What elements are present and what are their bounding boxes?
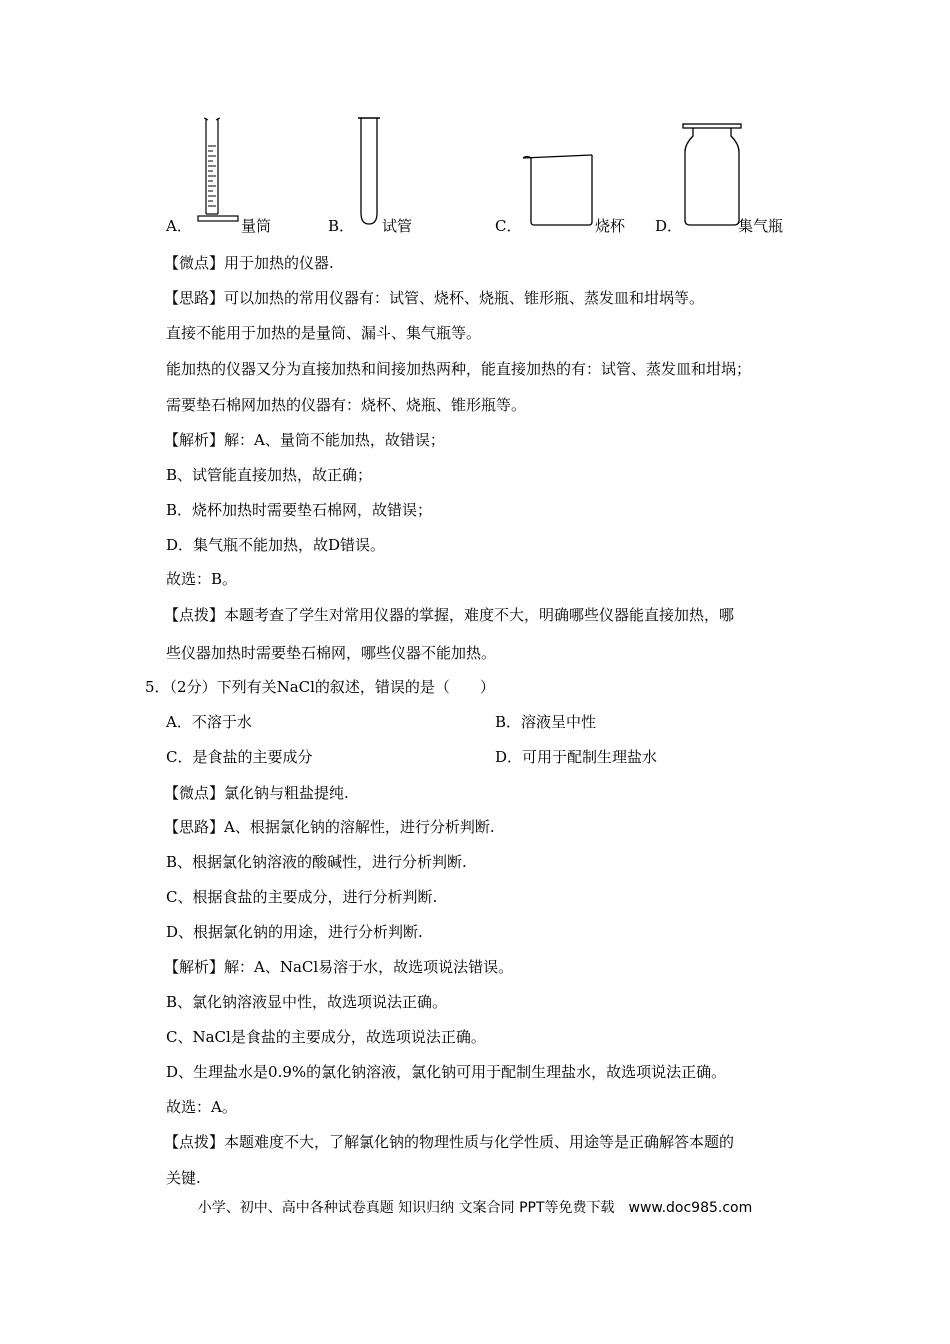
q5-jiexi-line: C、NaCl是食盐的主要成分，故选项说法正确。	[166, 1028, 486, 1046]
q5-jiexi-line: B、氯化钠溶液显中性，故选项说法正确。	[166, 993, 448, 1011]
test-tube-icon	[356, 115, 382, 227]
option-c-letter: C．	[495, 217, 522, 235]
option-a-letter: A．	[166, 217, 192, 235]
gas-jar-icon	[681, 122, 743, 228]
q5-silu-line: C、根据食盐的主要成分，进行分析判断.	[166, 888, 438, 906]
q5-choice-c: C．是食盐的主要成分	[166, 748, 313, 766]
q4-jiexi-line: 【解析】解：A、量筒不能加热，故错误；	[164, 431, 445, 449]
q5-choice-a: A．不溶于水	[166, 713, 252, 731]
option-b-letter: B．	[328, 217, 355, 235]
q5-silu-line: 【思路】A、根据氯化钠的溶解性，进行分析判断.	[164, 818, 495, 836]
option-d-letter: D．	[655, 217, 683, 235]
q4-silu-line: 能加热的仪器又分为直接加热和间接加热两种，能直接加热的有：试管、蒸发皿和坩埚；	[166, 360, 752, 378]
q4-weidian: 【微点】用于加热的仪器.	[164, 254, 334, 272]
q4-silu-line: 【思路】可以加热的常用仪器有：试管、烧杯、烧瓶、锥形瓶、蒸发皿和坩埚等。	[164, 289, 705, 307]
q5-weidian: 【微点】氯化钠与粗盐提纯.	[164, 784, 349, 802]
q4-jiexi-line: D．集气瓶不能加热，故D错误。	[166, 536, 386, 554]
graduated-cylinder-icon	[196, 116, 242, 226]
q5-silu-line: D、根据氯化钠的用途，进行分析判断.	[166, 923, 423, 941]
q5-jiexi-line: D、生理盐水是0.9%的氯化钠溶液，氯化钠可用于配制生理盐水，故选项说法正确。	[166, 1063, 727, 1081]
q5-stem: 5．（2分）下列有关NaCl的叙述，错误的是（ ）	[145, 678, 495, 696]
q5-jiexi-line: 【解析】解：A、NaCl易溶于水，故选项说法错误。	[164, 958, 514, 976]
q5-choice-d: D．可用于配制生理盐水	[495, 748, 658, 766]
option-d-label: 集气瓶	[738, 217, 784, 235]
option-b-label: 试管	[382, 217, 413, 235]
q4-answer: 故选：B。	[166, 570, 238, 588]
footer-download-banner: 小学、初中、高中各种试卷真题 知识归纳 文案合同 PPT等免费下载 www.doc985.com	[197, 1200, 753, 1216]
q5-dianbo-line: 关键.	[166, 1169, 201, 1187]
beaker-icon	[521, 152, 597, 228]
option-c-label: 烧杯	[595, 217, 626, 235]
q5-answer: 故选：A。	[166, 1098, 237, 1116]
q5-choice-b: B．溶液呈中性	[495, 713, 597, 731]
option-a-label: 量筒	[241, 217, 272, 235]
q4-silu-line: 直接不能用于加热的是量筒、漏斗、集气瓶等。	[166, 324, 482, 342]
q5-silu-line: B、根据氯化钠溶液的酸碱性，进行分析判断.	[166, 853, 467, 871]
q4-silu-line: 需要垫石棉网加热的仪器有：烧杯、烧瓶、锥形瓶等。	[166, 396, 527, 414]
q4-dianbo-line: 【点拨】本题考查了学生对常用仪器的掌握，难度不大，明确哪些仪器能直接加热，哪	[164, 606, 735, 624]
q4-jiexi-line: B．烧杯加热时需要垫石棉网，故错误；	[166, 501, 433, 519]
q4-dianbo-line: 些仪器加热时需要垫石棉网，哪些仪器不能加热。	[166, 644, 497, 662]
q5-dianbo-line: 【点拨】本题难度不大，了解氯化钠的物理性质与化学性质、用途等是正确解答本题的	[164, 1133, 735, 1151]
q4-jiexi-line: B、试管能直接加热，故正确；	[166, 466, 373, 484]
